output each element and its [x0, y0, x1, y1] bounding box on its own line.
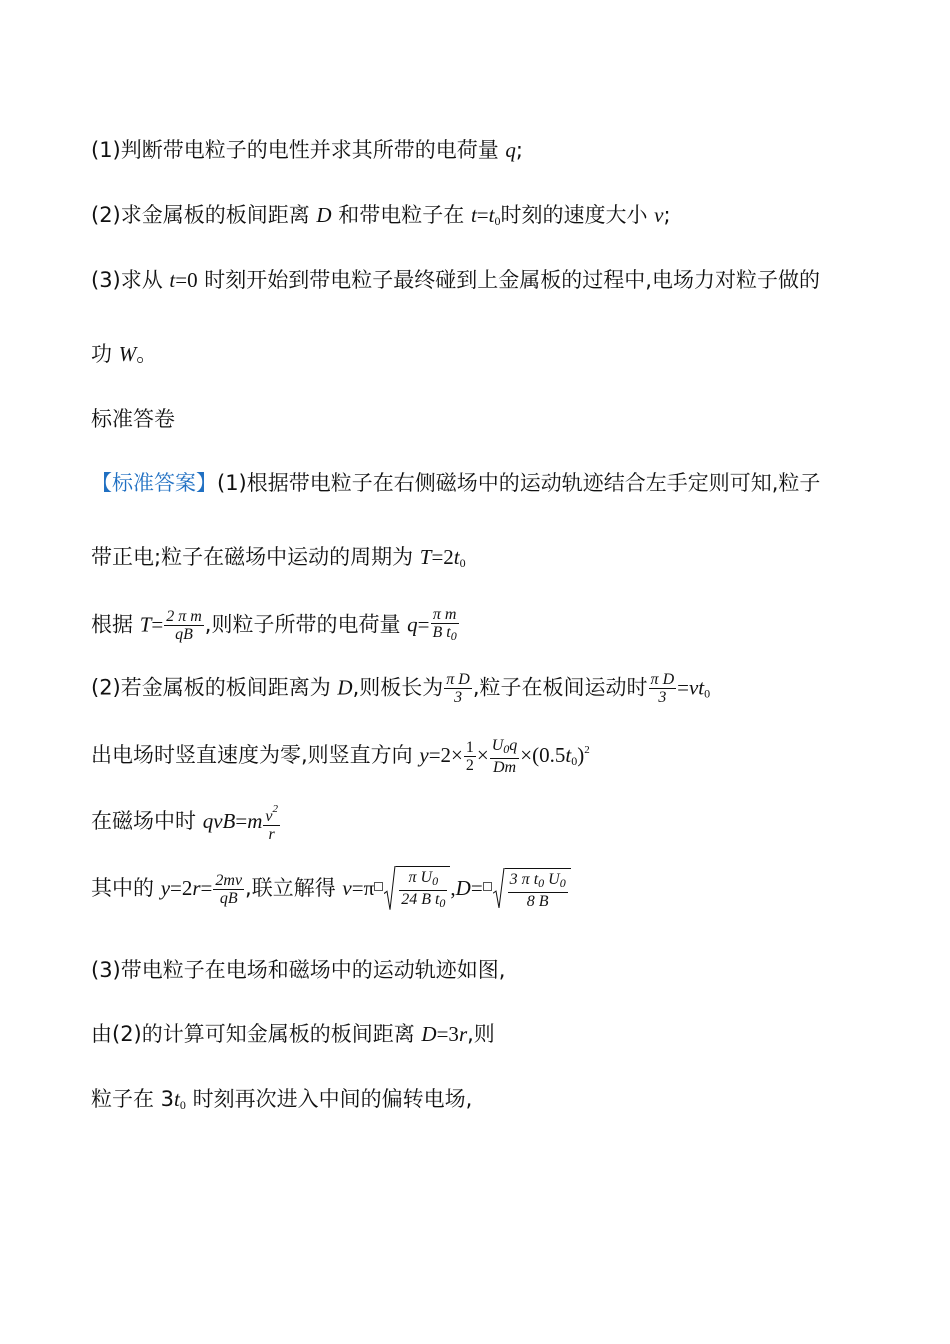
a3-line3-end: 时刻再次进入中间的偏转电场, [185, 1087, 473, 1111]
a2-frac2-den: 3 [658, 689, 667, 706]
a1-eq: = [151, 612, 164, 637]
question-1 [91, 136, 523, 164]
sqrt1-den [399, 891, 447, 912]
sqrt1-den-sub: 0 [439, 896, 446, 910]
q3-pre: (3)求从 [91, 268, 170, 292]
a2-eq6: =π [351, 876, 375, 900]
a1-sub0: 0 [459, 556, 466, 570]
a2-D2: D [455, 876, 471, 900]
a2-frac4-v: v [265, 808, 273, 825]
a2-times: × [476, 743, 489, 767]
q2-t: t [470, 203, 477, 227]
a1-line3-pre: 根据 [91, 612, 140, 637]
sqrt-velocity [384, 866, 450, 912]
a2-frac2-num: π D [650, 671, 675, 688]
a2-vt: vt [688, 675, 705, 700]
a1-frac1-num: 2 π m [166, 608, 202, 625]
a3-t: t [174, 1087, 180, 1111]
a2-frac-diameter [213, 872, 244, 907]
a3-line2-end: ,则 [467, 1022, 495, 1046]
a3-line3-pre: 粒子在 3 [91, 1087, 175, 1111]
a2-m: m [247, 809, 263, 833]
a2-pre: (2)若金属板的板间距离为 [91, 675, 338, 700]
a2-v: v [342, 876, 352, 900]
q2-end: ; [663, 203, 671, 227]
radical-sign-icon [493, 868, 505, 910]
q2-t0: t [488, 203, 495, 227]
a1-frac2-num: π m [431, 606, 459, 624]
a2-frac3-q: q [509, 736, 518, 754]
q3-t: t [169, 268, 176, 292]
q3-end: 。 [136, 342, 158, 366]
a2-frac4-num [263, 801, 280, 826]
answer-tag: 【标准答案】 [91, 471, 217, 495]
a2-comma: , [450, 876, 456, 900]
a1-line2-pre: 带正电;粒子在磁场中运动的周期为 [91, 545, 420, 569]
question-3-line2 [91, 340, 157, 368]
a1-eq3: = [417, 612, 430, 637]
sqrt2-num [508, 871, 568, 893]
a2-line3-pre: 在磁场中时 [91, 809, 203, 833]
sqrt2-num-text: 3 π t [509, 871, 539, 888]
a1-frac-charge [431, 606, 459, 645]
a2-frac3-num [490, 737, 520, 759]
a2-y: y [419, 743, 429, 767]
q3-line2-pre: 功 [91, 342, 119, 366]
a1-frac1-den: qB [175, 626, 193, 643]
a2-sq: 2 [584, 744, 590, 756]
a2-frac-half [464, 739, 476, 774]
q3-rest: 时刻开始到带电粒子最终碰到上金属板的过程中,电场力对粒子做的 [197, 268, 820, 292]
q2-eq: = [476, 203, 489, 227]
q2-text: (2)求金属板的板间距离 [91, 203, 317, 227]
answer-2-line3 [91, 801, 281, 843]
a1-frac-period [164, 608, 204, 643]
q2-v: v [654, 203, 664, 227]
a1-line3-mid: ,则粒子所带的电荷量 [204, 612, 408, 637]
answer-2-line2 [91, 736, 590, 776]
a2-frac3-sub: 0 [503, 741, 510, 756]
answer-1-line1 [91, 469, 820, 497]
a2-eq5: = [200, 876, 213, 900]
a2-t: t [565, 743, 572, 767]
q3-eq0: =0 [175, 268, 198, 292]
a2-mid2: ,粒子在板间运动时 [472, 675, 648, 700]
radical-sign-icon [384, 866, 396, 912]
sqrt2-num-U: U [544, 871, 560, 888]
a2-t-sub: 0 [571, 754, 578, 768]
a1-t: t [453, 545, 460, 569]
a2-sub0: 0 [704, 686, 711, 701]
placeholder-box-icon [374, 882, 383, 891]
a2-frac3-U: U [491, 736, 504, 754]
a2-frac4-sup: 2 [272, 803, 278, 815]
sqrt1-num-text: π U [408, 869, 433, 886]
a3-r: r [458, 1022, 468, 1046]
q1-var: q [505, 138, 516, 162]
q2-mid: 和带电粒子在 [331, 203, 471, 227]
a2-times2: ×(0.5 [520, 743, 566, 767]
q2-var-d: D [316, 203, 332, 227]
q3-w: W [118, 342, 137, 366]
a2-half-den: 2 [465, 756, 474, 774]
question-3-line1 [91, 266, 820, 294]
q1-text: (1)判断带电粒子的电性并求其所带的电荷量 [91, 138, 506, 162]
a2-frac5-num: 2mv [215, 871, 243, 889]
a1-frac2-den [431, 624, 459, 645]
a1-T2: T [139, 612, 152, 637]
a2-half-num: 1 [465, 738, 474, 756]
a2-r: r [192, 876, 201, 900]
sqrt2-frac [508, 871, 568, 910]
a1-T: T [419, 545, 432, 569]
answer-1-line2 [91, 543, 466, 577]
answer-3-line2 [91, 1020, 495, 1048]
a2-eq3: = [235, 809, 248, 833]
a3-sub0: 0 [179, 1098, 186, 1112]
answer-2-line4 [91, 866, 571, 912]
a2-line4-mid: ,联立解得 [245, 876, 343, 900]
answer-1-line3 [91, 606, 460, 645]
a2-frac5-den: qB [219, 889, 238, 907]
answer-3-line1: (3)带电粒子在电场和磁场中的运动轨迹如图, [91, 958, 506, 982]
question-2 [91, 201, 671, 235]
q2-after: 时刻的速度大小 [500, 203, 655, 227]
a2-line2-pre: 出电场时竖直速度为零,则竖直方向 [91, 743, 420, 767]
sqrt2-num-sub2: 0 [559, 876, 566, 890]
a2-qvB: qvB [202, 809, 236, 833]
a2-eq7: = [470, 876, 483, 900]
a2-eq: = [677, 675, 689, 700]
a1-frac2-sub: 0 [450, 629, 457, 643]
a2-close: ) [577, 743, 585, 767]
a2-eq4: =2 [170, 876, 193, 900]
a1-q: q [407, 612, 418, 637]
sqrt1-num [399, 869, 447, 891]
sqrt1-frac [399, 869, 447, 912]
a3-eq: =3 [436, 1022, 459, 1046]
sqrt2-den: 8 B [526, 893, 549, 910]
answer-2-line1 [91, 671, 710, 708]
q2-sub0: 0 [494, 214, 501, 228]
a2-y2: y [160, 876, 171, 900]
a3-line2-pre: 由(2)的计算可知金属板的板间距离 [91, 1022, 422, 1046]
sqrt2-num-sub: 0 [538, 876, 545, 890]
sqrt-distance [493, 868, 571, 910]
q1-end: ; [515, 138, 523, 162]
a2-frac-length2 [649, 671, 677, 706]
a1-line1: (1)根据带电粒子在右侧磁场中的运动轨迹结合左手定则可知,粒子 [217, 471, 821, 495]
section-title: 标准答卷 [91, 407, 175, 431]
a2-mid: ,则板长为 [352, 675, 444, 700]
a2-frac-centripetal [263, 801, 280, 843]
a2-frac-accel [490, 737, 520, 776]
a1-eq2: =2 [431, 545, 454, 569]
sqrt1-num-sub: 0 [432, 874, 439, 888]
a2-D: D [337, 675, 353, 700]
a2-frac-length [444, 671, 472, 706]
a2-frac-num: π D [446, 671, 470, 688]
placeholder-box-icon [483, 882, 492, 891]
answer-3-line3 [91, 1085, 472, 1119]
a2-line4-pre: 其中的 [91, 876, 161, 900]
a2-eq2: =2× [428, 743, 463, 767]
a1-frac2-den-text: B t [432, 624, 451, 641]
a2-frac4-den: r [268, 826, 275, 843]
sqrt1-den-text: 24 B t [401, 891, 440, 908]
a2-frac3-den: Dm [492, 758, 517, 776]
a2-frac-den: 3 [454, 689, 463, 706]
a3-D: D [421, 1022, 437, 1046]
